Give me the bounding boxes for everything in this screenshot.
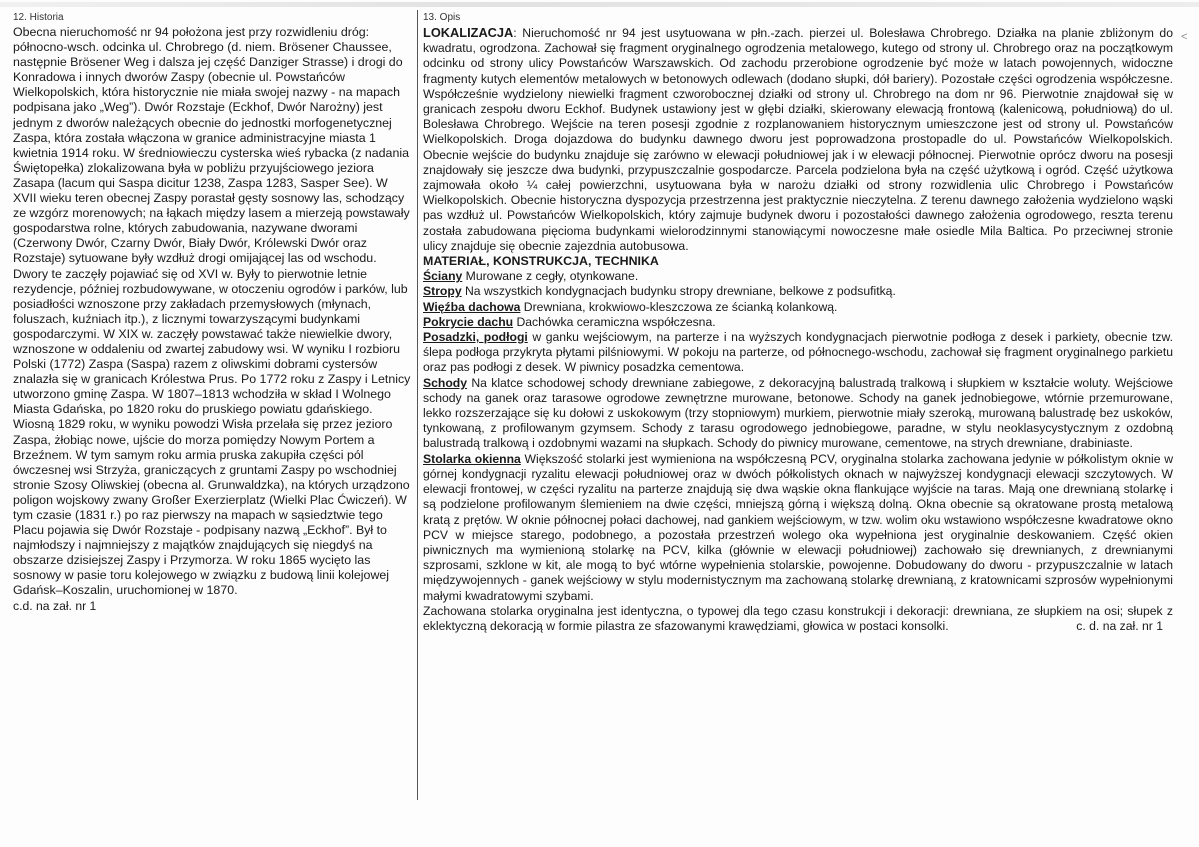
scan-top-edge [0, 2, 1199, 7]
material-text: Dachówka ceramiczna współczesna. [513, 314, 716, 329]
material-term: Stropy [423, 284, 462, 299]
material-item [423, 300, 1173, 315]
material-text: Murowane z cegły, otynkowane. [462, 269, 639, 284]
material-text: Na wszystkich kondygnacjach budynku stropy drewniane, belkowe z podsufitką. [461, 284, 896, 299]
material-text: Drewniana, krokwiowo-kleszczowa ze ścianką kolankową. [520, 299, 838, 314]
section-number-description: 13. Opis [423, 12, 461, 23]
margin-pen-mark: < [1181, 31, 1188, 43]
materials-heading: MATERIAŁ, KONSTRUKCJA, TECHNIKA [423, 254, 659, 269]
material-term: Stolarka okienna [423, 451, 521, 466]
material-item [423, 315, 1173, 330]
location-paragraph [423, 25, 1173, 254]
material-term: Schody [423, 375, 468, 390]
section-number-history: 12. Historia [13, 12, 64, 23]
material-text: Na klatce schodowej schody drewniane zabiegowe, z dekoracyjną balustradą tralkową i słupkiem w kształcie woluty. Wejściowe schody na ganek oraz tarasowe ogrodowe zewnętrzne murowane, betonowe. Schody na ganek jednobiegowe, wtórnie przemurowane, lekko rozszerzające się ku dołowi z uskokowym (trzy stopniowym) murkiem, pierwotnie miały szeroką, murowaną balustradę bez uskoków, tynkowaną, z profilowanym gzymsem. Schody z tarasu ogrodowego jednobiegowe, paradne, w stylu neoklasycystycznym z ozdobną balustradą tralkową i ozdobnymi wazami na słupkach. Schody do piwnicy murowane, cementowe, na strych drewniane, drabiniaste. [423, 375, 1173, 451]
material-text: Większość stolarki jest wymieniona na współczesną PCV, oryginalna stolarka zachowana jedynie w półkolistym oknie w górnej kondygnacji ryzalitu elewacji południowej oraz w dwóch półkolistych oknach w najwyższej kondygnacji elewacji szczytowych. W elewacji frontowej, w części ryzalitu na parterze znajdują się dwa wąskie okna flankujące wyjście na taras. Mają one drewnianą stolarkę i są podzielone profilowanym ślemieniem na dwie części, mniejszą górną i większą dolną. Okna obecnie są okratowane prostą metalową kratą z prętów. W oknie północnej połaci dachowej, nad gankiem wejściowym, w tzw. wolim oku wstawiono współczesne kwadratowe okno PCV w miejsce starego, podobnego, a pozostała przestrzeń wolego oka wypełniona jest oryginalnie deskowaniem. Część okien piwnicznych ma wymienioną stolarkę na PCV, kilka (głównie w elewacji południowej) zachowało się drewnianych, z drewnianymi szprosami, szklone w kit, ale mogą to być wtórne wypełnienia stolarskie, powojenne. Dobudowany do dworu - przypuszczalnie w latach międzywojennych - ganek wejściowy w stylu modernistycznym ma zachowaną stolarkę drewnianą, z kratownicami szprosów wypełnionymi małymi kwadratowymi szybami. [423, 451, 1173, 603]
material-item [423, 269, 1173, 284]
description-column [423, 12, 1173, 634]
location-label: LOKALIZACJA [423, 25, 514, 40]
material-item [423, 376, 1173, 452]
description-continued-note: c. d. na zał. nr 1 [1076, 619, 1163, 634]
history-text: Obecna nieruchomość nr 94 położona jest przy rozwidleniu dróg: północno-wsch. odcinka ul. Chrobrego (d. niem. Brösener Chaussee, następnie Brösener Weg i dalsza jej część Danziger Strasse) i drogi do Konradowa i innych dworów Zaspy (obecnie ul. Powstańców Wielkopolskich, która historycznie nie miała swojej nazwy - na mapach podpisana jako „Weg”). Dwór Rozstaje (Eckhof, Dwór Narożny) jest jednym z dworów należących obecnie do jednostki morfogenetycznej Zaspa, która została włączona w granice administracyjne miasta 1 kwietnia 1914 roku. W średniowieczu cysterska wieś rybacka (z nadania Świętopełka) zlokalizowana była w pobliżu przyujściowego jeziora Zasapa (lacum qui Saspa dicitur 1238, Zaspa 1283, Sasper See). W XVII wieku teren obecnej Zaspy porastał gęsty sosnowy las, schodzący ze wzgórz morenowych; na łąkach między lasem a mierzeją powstawały gospodarstwa rolne, których zabudowania, nazywane dworami (Czerwony Dwór, Czarny Dwór, Biały Dwór, Królewski Dwór oraz Rozstaje) sytuowane były wzdłuż drogi omijającej las od wschodu. Dwory te zaczęły pojawiać się od XVI w. Były to pierwotnie letnie rezydencje, później rozbudowywane, w otoczeniu ogrodów i parków, lub posiadłości wznoszone przy zakładach przemysłowych (młynach, foluszach, kuźniach itp.), z licznymi towarzyszącymi budynkami gospodarczymi. W XIX w. zaczęły powstawać także niewielkie dwory, wznoszone w oddaleniu od zwartej zabudowy wsi. W wyniku I rozbioru Polski (1772) Zaspa (Saspa) razem z oliwskimi dobrami cystersów znalazła się w granicach Królestwa Prus. Po 1772 roku z Zaspy i Letnicy utworzono gminę Zaspa. W 1807–1813 wchodziła w skład I Wolnego Miasta Gdańska, po 1820 roku do pruskiego powiatu gdańskiego. Wiosną 1829 roku, w wyniku powodzi Wisła przelała się przez jezioro Zaspa, żłobiąc nowe, ujście do morza pomiędzy Nowym Portem a Brzeźnem. W tym samym roku armia pruska zakupiła części pól ówczesnej wsi Strzyża, graniczących z gruntami Zaspy po wschodniej stronie Szosy Oliwskiej (obecna al. Grunwaldzka), na których urządzono poligon wojskowy zwany Großer Exerzierplatz (Wielki Plac Ćwiczeń). W tym czasie (1831 r.) po raz pierwszy na mapach w sąsiedztwie tego Placu pojawia się Dwór Rozstaje - podpisany nazwą „Eckhof”. Był to najmłodszy i najmniejszy z majątków znajdujących się niegdyś na obszarze dzisiejszej Zaspy i Przymorza. W roku 1865 wycięto las sosnowy w pasie toru kolejowego w związku z budową linii kolejowej Gdańsk–Koszalin, uruchomionej w 1870. [13, 25, 411, 598]
material-item [423, 284, 1173, 299]
material-term: Pokrycie dachu [423, 314, 514, 329]
material-term: Posadzki, podłogi [423, 330, 528, 345]
closing-paragraph: Zachowana stolarka oryginalna jest identyczna, o typowej dla tego czasu konstrukcji i dekoracji: drewniana, ze słupkiem na osi; słupek z eklektyczną dekoracją w formie pilastra ze sfazowanymi krawędziami, głowica w postaci konsolki. [423, 603, 1173, 633]
location-text: : Nieruchomość nr 94 jest usytuowana w płn.-zach. pierzei ul. Bolesława Chrobrego. Działka na planie zbliżonym do kwadratu, ogrodzona. Zachował się fragment oryginalnego ogrodzenia metalowego, kutego od strony ul. Chrobrego oraz na początkowym odcinku od strony ulicy Powstańców Warszawskich. Od zachodu przerobione ogrodzenie być może w latach powojennych, widoczne fragmenty kutych elementów metalowych w betonowych odlewach (dodano słupki, dół bariery). Pozostałe części ogrodzenia współczesne. Współcześnie wydzielony niewielki fragment czworobocznej działki od strony ul. Chrobrego na dom nr 96. Pierwotnie znajdował się w granicach zespołu dworu Eckhof. Budynek ustawiony jest w głębi działki, skierowany elewacją frontową (kalenicową, południową) do ul. Bolesława Chrobrego. Wejście na teren posesji zgodnie z rozplanowaniem historycznym umieszczone jest od strony ul. Powstańców Wielkopolskich. Droga dojazdowa do budynku dawnego dworu jest poprowadzona prostopadle do ul. Powstańców Wielkopolskich. Obecnie wejście do budynku znajduje się zarówno w elewacji południowej jak i w elewacji północnej. Pierwotnie oprócz dworu na posesji znajdowały się jeszcze dwa budynki, przypuszczalnie gospodarcze. Parcela podzielona była na część użytkową i ogród. Część użytkowa zajmowała około ¼ całej powierzchni, usytuowana była w narożu działki od strony rozwidlenia ulic Chrobrego i Powstańców Wielkopolskich. Obecnie historyczna dyspozycja przestrzenna jest praktycznie nieczytelna. Z terenu dawnego założenia wydzielono wąski pas wzdłuż ul. Powstańców Wielkopolskich, który zajmuje budynek dworu i pozostałości dawnego założenia ogrodowego, reszta terenu została zabudowana pięcioma budynkami wielorodzinnymi stanowiącymi nowoczesne małe osiedle Mila Baltica. Po przeciwnej stronie ulicy znajduje się obecnie zajezdnia autobusowa. [423, 26, 1173, 253]
material-item [423, 330, 1173, 376]
history-continued-note: c.d. na zał. nr 1 [13, 598, 97, 613]
material-term: Ściany [423, 269, 463, 284]
column-divider [417, 10, 418, 800]
material-term: Więźba dachowa [423, 299, 521, 314]
history-column [13, 12, 411, 614]
material-item [423, 452, 1173, 604]
material-text: w ganku wejściowym, na parterze i na wyższych kondygnacjach pierwotnie podłoga z desek i parkiety, obecnie tzw. ślepa podłoga przykryta płytami pilśniowymi. W pokoju na parterze, od północnego-wschodu, zachował się fragment oryginalnego parkietu oraz pas podłogi z desek. W piwnicy posadzka cementowa. [423, 330, 1173, 375]
